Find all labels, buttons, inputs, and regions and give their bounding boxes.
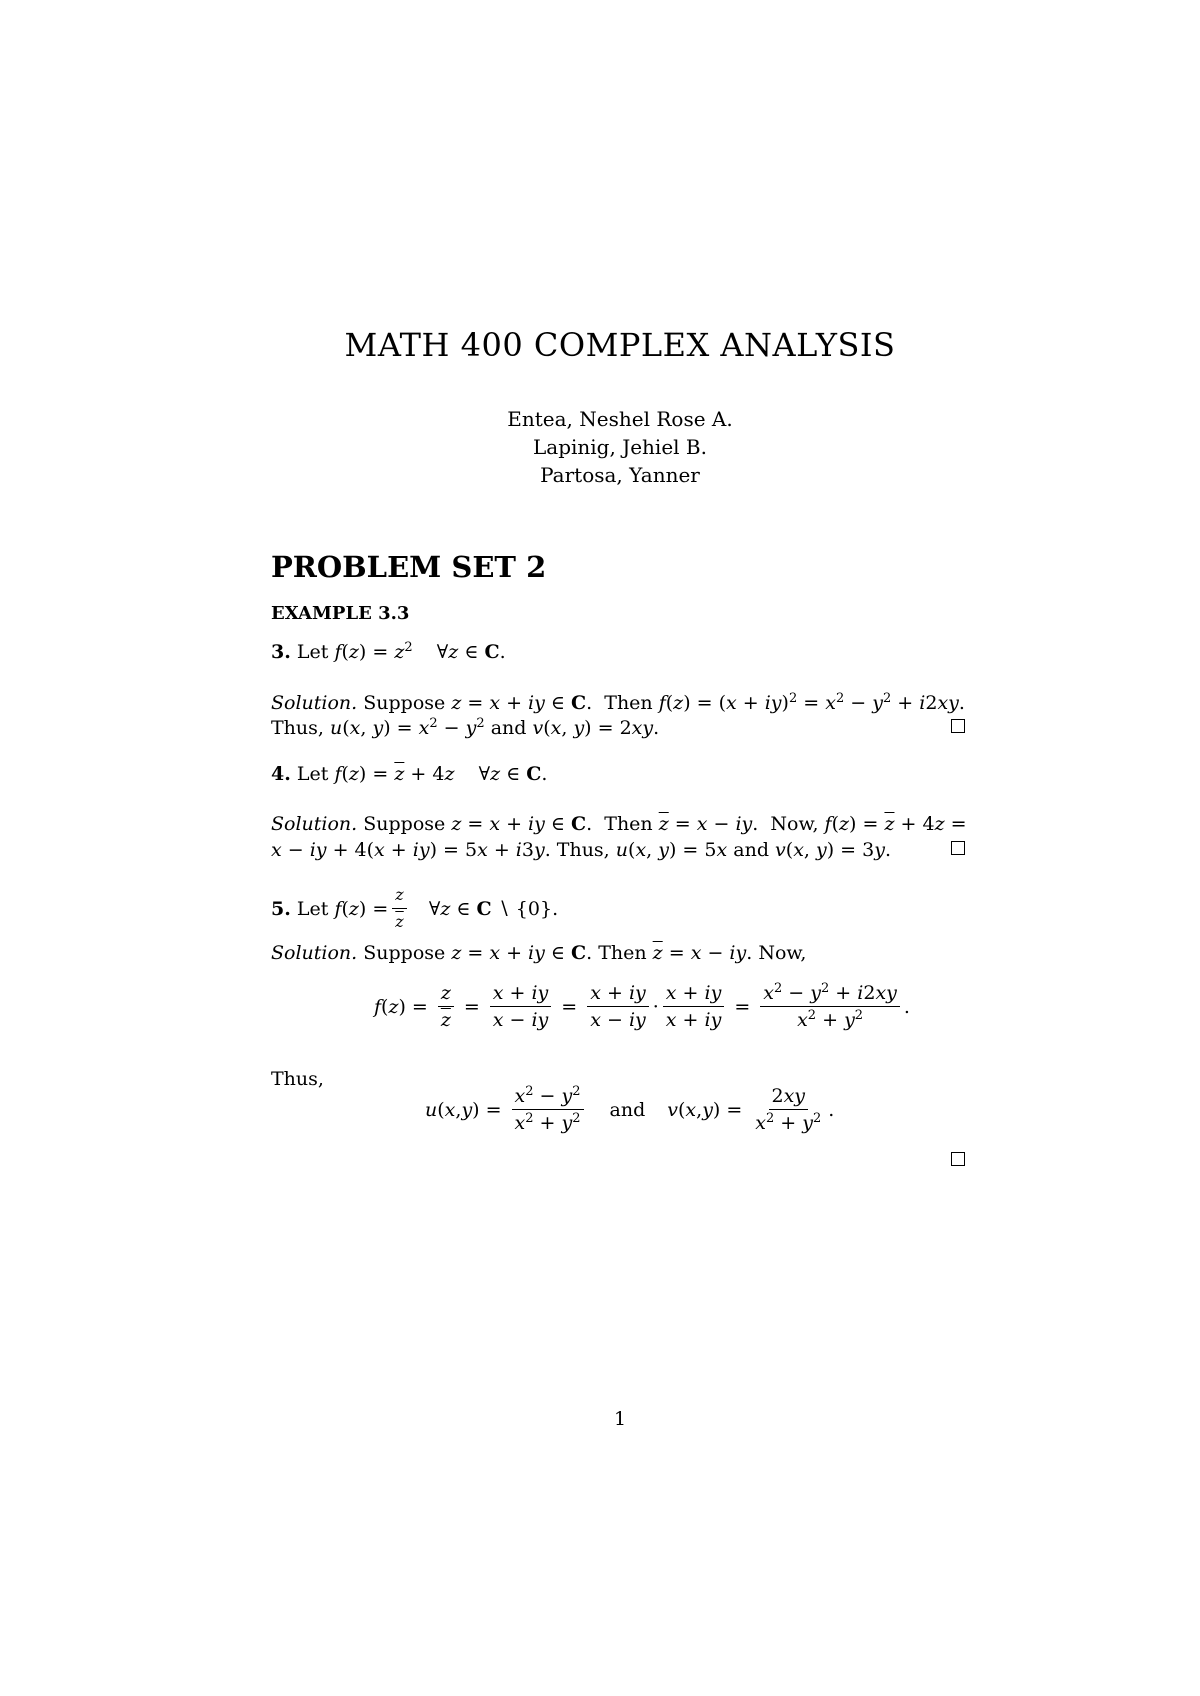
problem-lead: Let — [296, 641, 329, 663]
equation-f-of-z: f ( z ) = $\frac{z}{z}$ = $\frac{x + iy}{x - iy}$ = $\frac{x + iy}{x - iy}$ · $\frac{x + iy}{x + iy}$ = $\frac{x^2 - y^2 + i2xy}{x^2 + y^2}$ . — [374, 981, 910, 1031]
author-list — [0, 405, 1200, 489]
problem-5-statement: 5. Let f ( z ) = $\frac{z}{z}$ ∀ z ∈ C ∖ {0}. — [271, 885, 559, 931]
problem-4-solution-line-2: x − iy + 4(x + iy) = 5x + i3y. Thus, u(x, y) = 5x and v(x, y) = 3y. — [271, 839, 892, 861]
author-name: Entea, Neshel Rose A. — [507, 407, 733, 431]
problem-3-solution-line-1: Solution. Suppose z = x + iy ∈ C. Then $f(z) = (x + iy)^2 = x^2 - y^2 + i2xy$. — [271, 691, 965, 714]
solution-label: Solution. — [271, 692, 358, 714]
problem-3-solution-line-2: Thus, u(x, $y) = x^2 - y^2$ and v(x, y) = 2xy. — [271, 716, 660, 739]
problem-5-thus: Thus, — [271, 1068, 324, 1090]
subsection-heading: EXAMPLE 3.3 — [271, 603, 410, 624]
problem-4-statement: 4. Let $f(z) = \overline{z} + 4z$ ∀z ∈ C. — [271, 763, 548, 785]
page-number: 1 — [613, 1408, 627, 1430]
problem-4-solution-line-1: Solution. Suppose z = x + iy ∈ C. Then $\overline{z} = x$ − iy. Now, $f(z) = \overline{z} + 4z$ = — [271, 813, 967, 835]
solution-label: Solution. — [271, 942, 358, 964]
problem-number: 3. — [271, 641, 291, 663]
equation-u-v: u ( x , y ) = $\frac{x^2 - y^2}{x^2 + y^2}$ and v ( x , y ) = $\frac{2xy}{x^2 + y^2}$ . — [425, 1084, 835, 1134]
problem-3-statement: 3. Let $f(z) = z^2$ ∀z ∈ C. — [271, 640, 506, 663]
qed-symbol — [951, 841, 965, 855]
section-heading: PROBLEM SET 2 — [271, 550, 547, 584]
problem-number: 5. — [271, 897, 291, 920]
problem-5-solution-line-1: Solution. Suppose z = x + iy ∈ C. Then $\overline{z} = x$ − iy. Now, — [271, 942, 807, 964]
qed-symbol — [951, 719, 965, 733]
document-title: MATH 400 COMPLEX ANALYSIS — [344, 326, 896, 364]
author-name: Lapinig, Jehiel B. — [533, 435, 707, 459]
problem-number: 4. — [271, 763, 291, 785]
author-name: Partosa, Yanner — [540, 463, 700, 487]
qed-symbol — [951, 1152, 965, 1166]
solution-label: Solution. — [271, 813, 358, 835]
